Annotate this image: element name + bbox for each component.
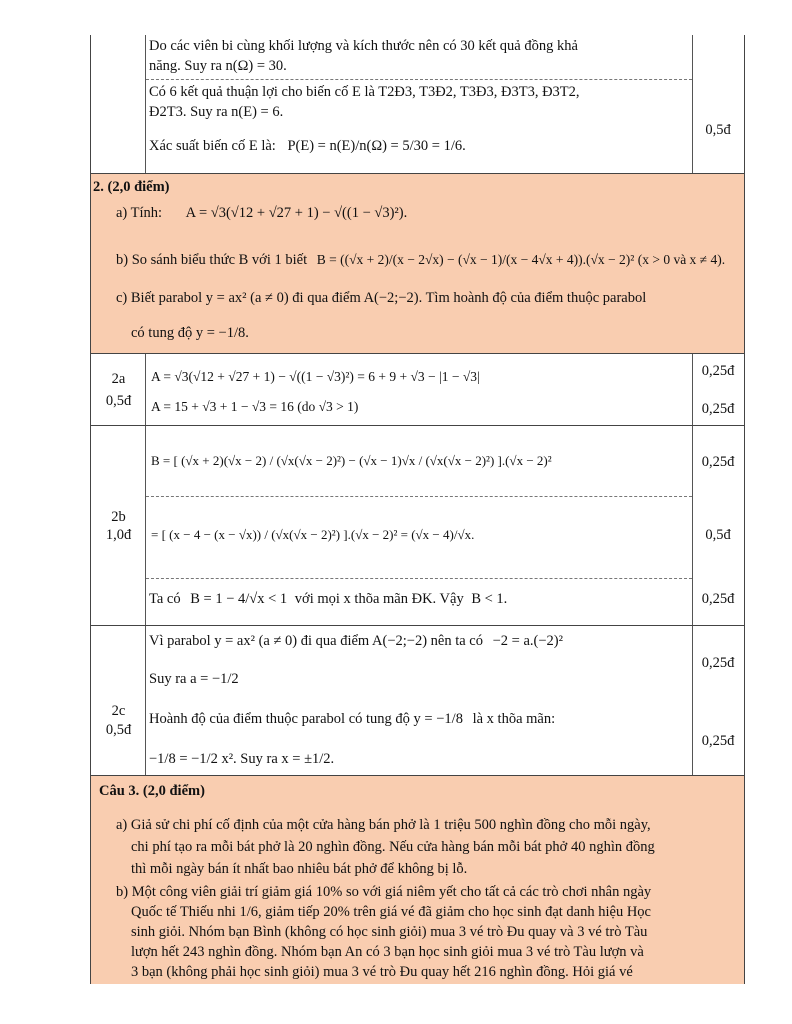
ans-2b-line-3-suffix: với mọi x thõa mãn ĐK. Vậy (294, 591, 464, 607)
ans-2c-line-1-prefix: Vì parabol y = ax² (a ≠ 0) đi qua điểm A(−2;−2) nên ta có (149, 633, 483, 649)
ans-2b-line-3-end: B < 1. (471, 591, 508, 607)
score-2b-2: 0,5đ (705, 527, 731, 543)
q3-a-line-2: chi phí tạo ra mỗi bát phở là 20 nghìn đồng. Nếu cửa hàng bán mỗi bát phở 40 nghìn đồng (131, 839, 655, 855)
score-prob: 0,5đ (705, 122, 731, 138)
ans-2a-line-2: A = 15 + √3 + 1 − √3 = 16 (do √3 > 1) (151, 399, 359, 414)
score-2c-2: 0,25đ (701, 733, 735, 749)
ans-2c-line-4: −1/8 = −1/2 x². Suy ra x = ±1/2. (149, 751, 335, 767)
ans-2b-line-1: B = [ (√x + 2)(√x − 2) / (√x(√x − 2)²) − (√x − 1)√x / (√x(√x − 2)²) ].(√x − 2)² (151, 453, 552, 468)
q3-a-line-3: thì mỗi ngày bán ít nhất bao nhiêu bát phở để không bị lỗ. (131, 861, 468, 877)
prob-line-5 (149, 137, 466, 155)
q2-c-line-2: có tung độ y = −1/8. (131, 325, 249, 341)
prob-line-5-prefix: Xác suất biến cố E là: (149, 138, 276, 154)
ans-2c-line-1-formula: −2 = a.(−2)² (492, 633, 563, 649)
ans-2b-line-3-formula: B = 1 − 4/√x < 1 (190, 591, 288, 607)
ans-2c-line-3-prefix: Hoành độ của điểm thuộc parabol có tung độ y = −1/8 (149, 711, 463, 727)
answer-2c-row (90, 626, 745, 776)
ans-2b-line-2: = [ (x − 4 − (x − √x)) / (√x(√x − 2)²) ].(√x − 2)² = (√x − 4)/√x. (151, 527, 475, 542)
ans-2b-line-3-prefix: Ta có (149, 591, 181, 607)
question-2 (90, 174, 745, 354)
q2-heading: 2. (2,0 điểm) (93, 179, 170, 195)
ans-2c-line-3-suffix: là x thõa mãn: (472, 711, 556, 727)
label-cell (91, 354, 146, 425)
score-2b-1: 0,25đ (701, 454, 735, 470)
ans-2b-line-3 (149, 590, 507, 608)
q3-b-line-2: Quốc tế Thiếu nhi 1/6, giảm tiếp 20% trên giá vé đã giảm cho học sinh đạt danh hiệu Học (131, 904, 651, 920)
answer-2a-row (90, 354, 745, 426)
label-2c: 2c (111, 703, 126, 719)
q3-b-line-1: b) Một công viên giải trí giảm giá 10% so với giá niêm yết cho tất cả các trò chơi nhân ngày (116, 884, 652, 900)
question-3 (90, 776, 745, 984)
prob-line-4: Đ2T3. Suy ra n(E) = 6. (149, 104, 284, 120)
dashed-divider (146, 496, 692, 497)
prob-formula: P(E) = n(E)/n(Ω) = 5/30 = 1/6. (287, 138, 466, 154)
q3-a-line-1: a) Giả sử chi phí cố định của một cửa hàng bán phở là 1 triệu 500 nghìn đồng cho mỗi ngày, (116, 817, 651, 833)
q3-b-line-5: 3 bạn (không phải học sinh giỏi) mua 3 vé trò Đu quay hết 216 nghìn đồng. Hỏi giá vé (131, 964, 633, 980)
score-2a-1: 0,25đ (701, 363, 735, 379)
answer-2b-row (90, 426, 745, 626)
q3-b-line-3: sinh giỏi. Nhóm bạn Bình (không có học sinh giỏi) mua 3 vé trò Đu quay và 3 vé trò Tàu (131, 924, 648, 940)
probability-row (90, 35, 745, 174)
points-2c: 0,5đ (105, 722, 132, 738)
q2-b (116, 251, 725, 269)
label-2b: 2b (111, 509, 126, 525)
score-cell (692, 35, 744, 173)
prob-line-2: năng. Suy ra n(Ω) = 30. (149, 58, 287, 74)
score-cell (692, 626, 744, 775)
ans-2a-line-1: A = √3(√12 + √27 + 1) − √((1 − √3)²) = 6 + 9 + √3 − |1 − √3| (151, 369, 480, 384)
label-2a: 2a (111, 371, 126, 387)
q2-a-formula: A = √3(√12 + √27 + 1) − √((1 − √3)²). (185, 205, 408, 221)
q3-heading: Câu 3. (2,0 điểm) (99, 783, 205, 799)
score-2c-1: 0,25đ (701, 655, 735, 671)
q2-b-formula: B = ((√x + 2)/(x − 2√x) − (√x − 1)/(x − 4√x + 4)).(√x − 2)² (x > 0 và x ≠ 4). (316, 252, 726, 267)
q3-b-line-4: lượn hết 243 nghìn đồng. Nhóm bạn An có 3 bạn học sinh giỏi mua 3 vé trò Tàu lượn và (131, 944, 644, 960)
points-2b: 1,0đ (105, 527, 132, 543)
ans-2c-line-3 (149, 710, 555, 728)
q2-c-line-1: c) Biết parabol y = ax² (a ≠ 0) đi qua điểm A(−2;−2). Tìm hoành độ của điểm thuộc parabol (116, 290, 647, 306)
points-2a: 0,5đ (105, 393, 132, 409)
dashed-divider (146, 578, 692, 579)
label-cell (91, 35, 146, 173)
q2-a (116, 204, 407, 222)
score-2a-2: 0,25đ (701, 401, 735, 417)
ans-2c-line-1 (149, 632, 563, 650)
dashed-divider (146, 79, 692, 80)
score-2b-3: 0,25đ (701, 591, 735, 607)
prob-line-3: Có 6 kết quả thuận lợi cho biến cố E là T2Đ3, T3Đ2, T3Đ3, Đ3T3, Đ3T2, (149, 84, 580, 100)
prob-line-1: Do các viên bi cùng khối lượng và kích thước nên có 30 kết quả đồng khả (149, 38, 578, 54)
q2-a-label: a) Tính: (116, 205, 163, 221)
label-cell (91, 626, 146, 775)
ans-2c-line-2: Suy ra a = −1/2 (149, 671, 239, 687)
q2-b-label: b) So sánh biểu thức B với 1 biết (116, 252, 308, 268)
